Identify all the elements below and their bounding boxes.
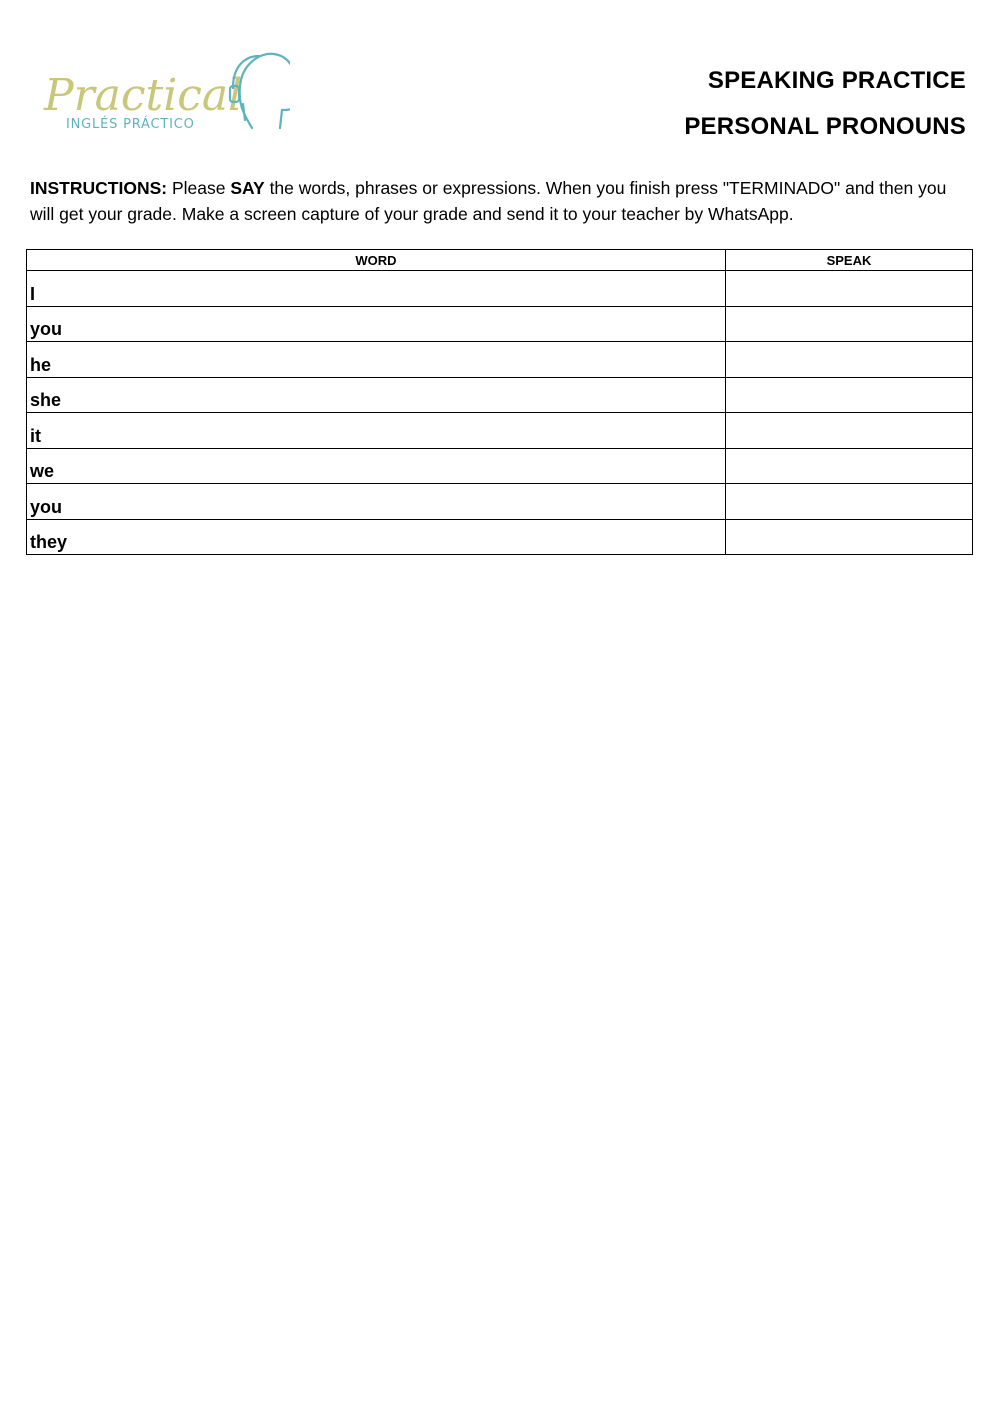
logo-script-text: Practical	[44, 70, 243, 121]
table-row	[27, 484, 973, 520]
word-cell: she	[27, 377, 726, 413]
word-cell: you	[27, 484, 726, 520]
table-row	[27, 448, 973, 484]
speak-button[interactable]	[726, 342, 973, 378]
title-block	[684, 58, 966, 150]
table-header-row	[27, 250, 973, 271]
speak-button[interactable]	[726, 484, 973, 520]
instructions-paragraph	[30, 175, 970, 227]
speaking-table	[26, 249, 973, 555]
table-row	[27, 519, 973, 555]
speak-button[interactable]	[726, 377, 973, 413]
word-cell: I	[27, 271, 726, 307]
instructions-say: SAY	[230, 178, 265, 198]
word-cell: they	[27, 519, 726, 555]
speak-button[interactable]	[726, 306, 973, 342]
speak-button[interactable]	[726, 413, 973, 449]
word-cell: you	[27, 306, 726, 342]
logo-sub-text: INGLÉS PRÁCTICO	[66, 117, 195, 132]
speak-button[interactable]	[726, 519, 973, 555]
table-row	[27, 306, 973, 342]
table-row	[27, 377, 973, 413]
instructions-text-after: the words, phrases or expressions. When you finish press "TERMINADO" and then you will get your grade. Make a screen capture of your grade and send it to your teacher by WhatsApp.	[30, 178, 947, 224]
practical-logo	[40, 48, 290, 138]
column-header-speak: SPEAK	[726, 250, 973, 271]
page-title: SPEAKING PRACTICE	[707, 67, 966, 94]
page-subtitle: PERSONAL PRONOUNS	[684, 113, 966, 140]
instructions-text-before: Please	[167, 178, 231, 198]
table-row	[27, 413, 973, 449]
instructions-label: INSTRUCTIONS:	[30, 178, 168, 198]
table-row	[27, 271, 973, 307]
speak-button[interactable]	[726, 448, 973, 484]
column-header-word: WORD	[27, 250, 726, 271]
word-cell: we	[27, 448, 726, 484]
word-cell: it	[27, 413, 726, 449]
speak-button[interactable]	[726, 271, 973, 307]
table-row	[27, 342, 973, 378]
word-cell: he	[27, 342, 726, 378]
